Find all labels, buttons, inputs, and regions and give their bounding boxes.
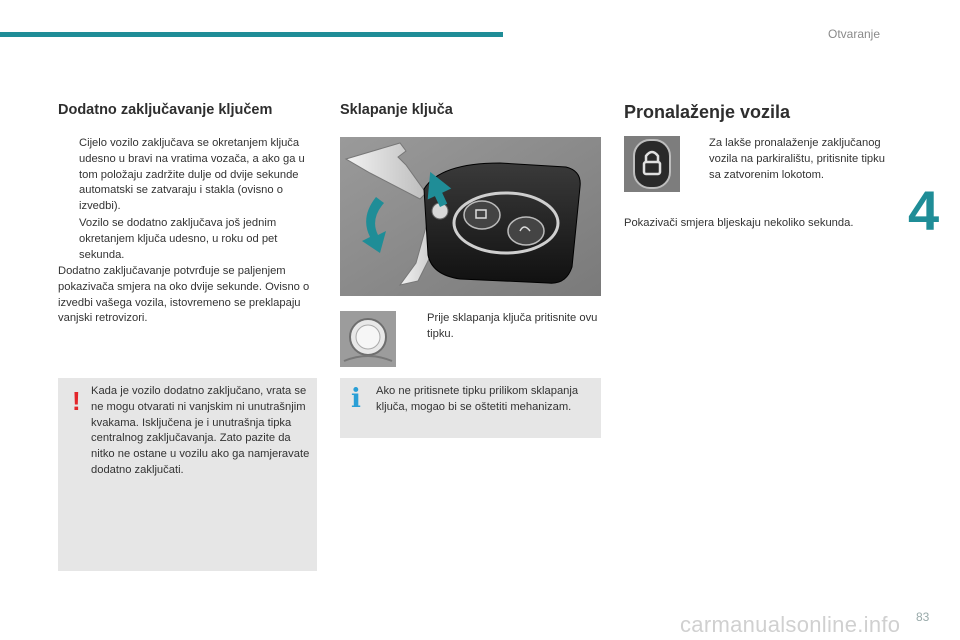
info-box [340, 378, 601, 438]
chapter-number: 4 [908, 179, 940, 242]
lock-button-image [624, 136, 680, 192]
right-section-title: Pronalaženje vozila [624, 102, 791, 122]
middle-section-title: Sklapanje ključa [340, 102, 453, 118]
warning-box [58, 378, 317, 571]
header-accent-bar [0, 32, 503, 37]
info-text: Ako ne pritisnete tipku prilikom sklapanja ključa, mogao bi se oštetiti mehanizam. [376, 385, 579, 413]
info-icon: i [351, 384, 361, 414]
right-bullet: Za lakše pronalaženje zaključanog vozila na parkiralištu, pritisnite tipku sa zatvorenim lokotom. [709, 137, 885, 181]
release-button-image [340, 311, 396, 367]
right-paragraph: Pokazivači smjera bljeskaju nekoliko sekunda. [624, 217, 854, 229]
left-bullet-1: Cijelo vozilo zaključava se okretanjem ključa udesno u bravi na vratima vozača, a ako ga u tom položaju zadržite dulje od dvije sekunde automatski se zatvaraju i stakla (ovisno o izvedbi). [79, 137, 305, 213]
left-bullet-2: Vozilo se dodatno zaključava još jednim okretanjem ključa udesno, u roku od pet sekunda. [79, 217, 278, 261]
warning-text: Kada je vozilo dodatno zaključano, vrata se ne mogu otvarati ni vanjskim ni unutrašnjim kvakama. Isključena je i unutrašnja tipka centralnog zaključavanja. Zato pazite da nitko ne ostane u vozilu ako ga namjeravate dodatno zaključati. [91, 385, 310, 476]
watermark: carmanualsonline.info [680, 612, 901, 637]
warning-icon: ! [72, 386, 81, 416]
middle-bullet: Prije sklapanja ključa pritisnite ovu tipku. [427, 312, 598, 340]
section-name: Otvaranje [828, 27, 881, 41]
page-number: 83 [916, 610, 930, 624]
left-paragraph: Dodatno zaključavanje potvrđuje se paljenjem pokazivača smjera na oko dvije sekunde. Ovisno o izvedbi vašega vozila, istovremeno se preklapaju vanjski retrovizori. [58, 265, 310, 325]
left-section-title: Dodatno zaključavanje ključem [58, 102, 273, 118]
folding-key-image [340, 137, 601, 296]
